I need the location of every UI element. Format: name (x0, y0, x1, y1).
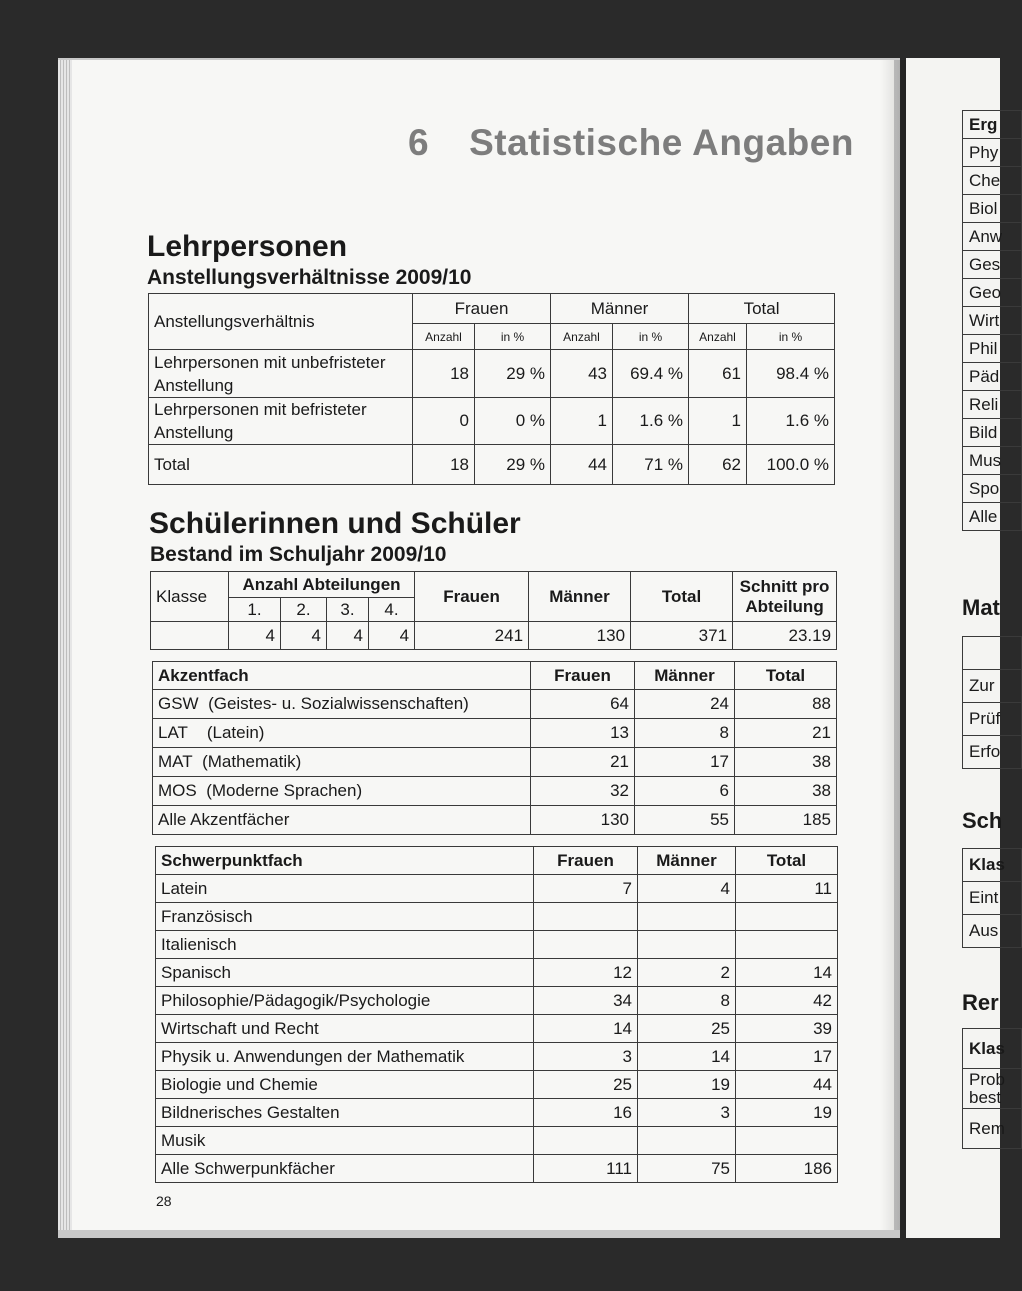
right-table-cell: Biol (963, 195, 1022, 223)
cell: 21 (735, 719, 837, 748)
header-maenner: Männer (638, 847, 736, 875)
cell: 71 % (613, 445, 689, 485)
cell (534, 931, 638, 959)
col-anzahl-abteilungen: Anzahl Abteilungen (229, 572, 415, 598)
cell: 88 (735, 690, 837, 719)
table-row (156, 875, 838, 903)
cell (736, 1127, 838, 1155)
cell: 100.0 % (747, 445, 835, 485)
row-label (153, 719, 531, 748)
cell: 4 (229, 622, 281, 650)
cell (638, 903, 736, 931)
cell: 69.4 % (613, 350, 689, 398)
cell: 185 (735, 806, 837, 835)
cell: 4 (281, 622, 327, 650)
sub-pct: in % (747, 324, 835, 350)
right-table-cell: Spo (963, 475, 1022, 503)
cell: 25 (638, 1015, 736, 1043)
header-akzentfach: Akzentfach (153, 662, 531, 690)
akzent-name: (Geistes- u. Sozialwissenschaften) (208, 694, 469, 713)
cell: 17 (635, 748, 735, 777)
cell: 14 (534, 1015, 638, 1043)
cell: 11 (736, 875, 838, 903)
right-table-cell: Phil (963, 335, 1022, 363)
right-table-cell: Anw (963, 223, 1022, 251)
cell: 1 (551, 398, 613, 445)
cell: 16 (534, 1099, 638, 1127)
row-label (153, 777, 531, 806)
header-total: Total (735, 662, 837, 690)
cell: 8 (635, 719, 735, 748)
cell: 18 (413, 350, 475, 398)
group-frauen: Frauen (413, 294, 551, 324)
cell: 64 (531, 690, 635, 719)
right-table-cell: Eint (963, 882, 1022, 915)
row-label: Philosophie/Pädagogik/Psychologie (156, 987, 534, 1015)
row-label: Französisch (156, 903, 534, 931)
cell: 17 (736, 1043, 838, 1071)
cell: 2 (638, 959, 736, 987)
akzent-name: (Moderne Sprachen) (206, 781, 363, 800)
cell: 8 (638, 987, 736, 1015)
sub-pct: in % (475, 324, 551, 350)
cell (534, 903, 638, 931)
cell (638, 1127, 736, 1155)
col-klasse: Klasse (151, 572, 229, 622)
row-label (153, 806, 531, 835)
cell: 55 (635, 806, 735, 835)
cell: 12 (534, 959, 638, 987)
col-total: Total (631, 572, 733, 622)
sub-anzahl: Anzahl (413, 324, 475, 350)
cell: 21 (531, 748, 635, 777)
cell (736, 903, 838, 931)
cell: 1 (689, 398, 747, 445)
lehrpersonen-heading: Lehrpersonen (147, 230, 348, 263)
cell: 1.6 % (747, 398, 835, 445)
header-frauen: Frauen (534, 847, 638, 875)
group-maenner: Männer (551, 294, 689, 324)
cell: 29 % (475, 350, 551, 398)
cell (151, 622, 229, 650)
right-table-cell: Klas (963, 849, 1022, 882)
level-1: 1. (229, 598, 281, 622)
cell: 19 (638, 1071, 736, 1099)
table-row (156, 1099, 838, 1127)
right-table-cell: Bild (963, 419, 1022, 447)
row-label: Lehrpersonen mit befristeter Anstellung (149, 398, 413, 445)
cell: 44 (551, 445, 613, 485)
cell: 4 (638, 875, 736, 903)
row-label: Lehrpersonen mit unbefristeter Anstellung (149, 350, 413, 398)
right-table-cell: Ges (963, 251, 1022, 279)
sub-anzahl: Anzahl (551, 324, 613, 350)
table-row (156, 959, 838, 987)
page-number: 28 (156, 1193, 172, 1209)
cell: 241 (415, 622, 529, 650)
row-label: Latein (156, 875, 534, 903)
chapter-heading (408, 122, 854, 164)
row-label: Bildnerisches Gestalten (156, 1099, 534, 1127)
bestand-table (150, 571, 837, 650)
col-schnitt: Schnitt pro Abteilung (733, 572, 837, 622)
row-label: Alle Schwerpunkfächer (156, 1155, 534, 1183)
schwerpunktfach-table (155, 846, 838, 1183)
cell (736, 931, 838, 959)
col-anstellung: Anstellungsverhältnis (149, 294, 413, 350)
sub-anzahl: Anzahl (689, 324, 747, 350)
cell: 29 % (475, 445, 551, 485)
right-table-cell: Klas (963, 1029, 1022, 1069)
schueler-heading: Schülerinnen und Schüler (149, 507, 521, 540)
cell: 4 (327, 622, 369, 650)
akzent-code: LAT (158, 723, 188, 742)
right-table-cell: Päd (963, 363, 1022, 391)
akzent-code: MAT (158, 752, 193, 771)
table-row (156, 1043, 838, 1071)
right-heading-rem: Rer (962, 990, 999, 1015)
row-label: Wirtschaft und Recht (156, 1015, 534, 1043)
cell: 3 (534, 1043, 638, 1071)
cell: 98.4 % (747, 350, 835, 398)
group-total: Total (689, 294, 835, 324)
akzent-code: Alle Akzentfächer (158, 810, 290, 829)
schueler-subheading: Bestand im Schuljahr 2009/10 (150, 543, 447, 566)
right-table-cell: Erg (963, 111, 1022, 139)
akzent-code: MOS (158, 781, 197, 800)
level-4: 4. (369, 598, 415, 622)
row-label: Total (149, 445, 413, 485)
right-table-4 (962, 1028, 1022, 1149)
cell: 7 (534, 875, 638, 903)
chapter-title: Statistische Angaben (469, 122, 854, 163)
table-row (156, 1155, 838, 1183)
cell: 130 (531, 806, 635, 835)
table-row (156, 931, 838, 959)
page-edges (58, 60, 72, 1230)
cell (534, 1127, 638, 1155)
right-table-cell: Alle (963, 503, 1022, 531)
cell: 130 (529, 622, 631, 650)
cell: 111 (534, 1155, 638, 1183)
cell: 19 (736, 1099, 838, 1127)
lehrpersonen-subheading: Anstellungsverhältnisse 2009/10 (147, 266, 472, 289)
cell: 23.19 (733, 622, 837, 650)
row-label: Physik u. Anwendungen der Mathematik (156, 1043, 534, 1071)
cell: 34 (534, 987, 638, 1015)
right-table-cell: Zur (963, 670, 1022, 703)
table-row (156, 1015, 838, 1043)
cell: 186 (736, 1155, 838, 1183)
lehrpersonen-table (148, 293, 835, 485)
cell: 61 (689, 350, 747, 398)
cell: 38 (735, 777, 837, 806)
akzent-name: (Mathematik) (202, 752, 302, 771)
cell: 371 (631, 622, 733, 650)
row-label: Musik (156, 1127, 534, 1155)
cell: 44 (736, 1071, 838, 1099)
cell: 24 (635, 690, 735, 719)
col-maenner: Männer (529, 572, 631, 622)
table-row (156, 903, 838, 931)
cell (638, 931, 736, 959)
header-maenner: Männer (635, 662, 735, 690)
cell: 38 (735, 748, 837, 777)
cell: 0 % (475, 398, 551, 445)
cell: 32 (531, 777, 635, 806)
table-row (156, 987, 838, 1015)
right-table-cell: Geo (963, 279, 1022, 307)
right-table-cell: Wirt (963, 307, 1022, 335)
table-row (156, 1127, 838, 1155)
row-label: Biologie und Chemie (156, 1071, 534, 1099)
right-table-cell: Rem (963, 1109, 1022, 1149)
right-table-cell: Prüf (963, 703, 1022, 736)
sub-pct: in % (613, 324, 689, 350)
cell: 14 (736, 959, 838, 987)
cell: 43 (551, 350, 613, 398)
right-table-cell: Prob best (963, 1069, 1022, 1109)
level-2: 2. (281, 598, 327, 622)
level-3: 3. (327, 598, 369, 622)
chapter-number: 6 (408, 122, 430, 163)
cell: 39 (736, 1015, 838, 1043)
right-table-cell: Phy (963, 139, 1022, 167)
akzent-name: (Latein) (206, 723, 265, 742)
cell: 3 (638, 1099, 736, 1127)
table-row (156, 1071, 838, 1099)
row-label: Spanisch (156, 959, 534, 987)
right-table-2 (962, 636, 1022, 769)
cell: 18 (413, 445, 475, 485)
akzent-code: GSW (158, 694, 199, 713)
right-heading-sch: Sch (962, 808, 1003, 833)
cell: 14 (638, 1043, 736, 1071)
cell: 0 (413, 398, 475, 445)
akzentfach-table (152, 661, 837, 835)
cell: 62 (689, 445, 747, 485)
right-table-cell: Erfo (963, 736, 1022, 769)
right-table-1 (962, 110, 1022, 531)
right-heading-mat: Mat (962, 595, 1000, 620)
right-table-cell (963, 637, 1022, 670)
col-frauen: Frauen (415, 572, 529, 622)
cell: 1.6 % (613, 398, 689, 445)
cell: 13 (531, 719, 635, 748)
right-table-cell: Mus (963, 447, 1022, 475)
right-table-3 (962, 848, 1022, 948)
right-table-cell: Reli (963, 391, 1022, 419)
cell: 25 (534, 1071, 638, 1099)
cell: 42 (736, 987, 838, 1015)
header-frauen: Frauen (531, 662, 635, 690)
cell: 6 (635, 777, 735, 806)
row-label (153, 690, 531, 719)
right-table-cell: Aus (963, 915, 1022, 948)
row-label (153, 748, 531, 777)
cell: 4 (369, 622, 415, 650)
right-table-cell: Che (963, 167, 1022, 195)
header-schwerpunktfach: Schwerpunktfach (156, 847, 534, 875)
cell: 75 (638, 1155, 736, 1183)
header-total: Total (736, 847, 838, 875)
row-label: Italienisch (156, 931, 534, 959)
